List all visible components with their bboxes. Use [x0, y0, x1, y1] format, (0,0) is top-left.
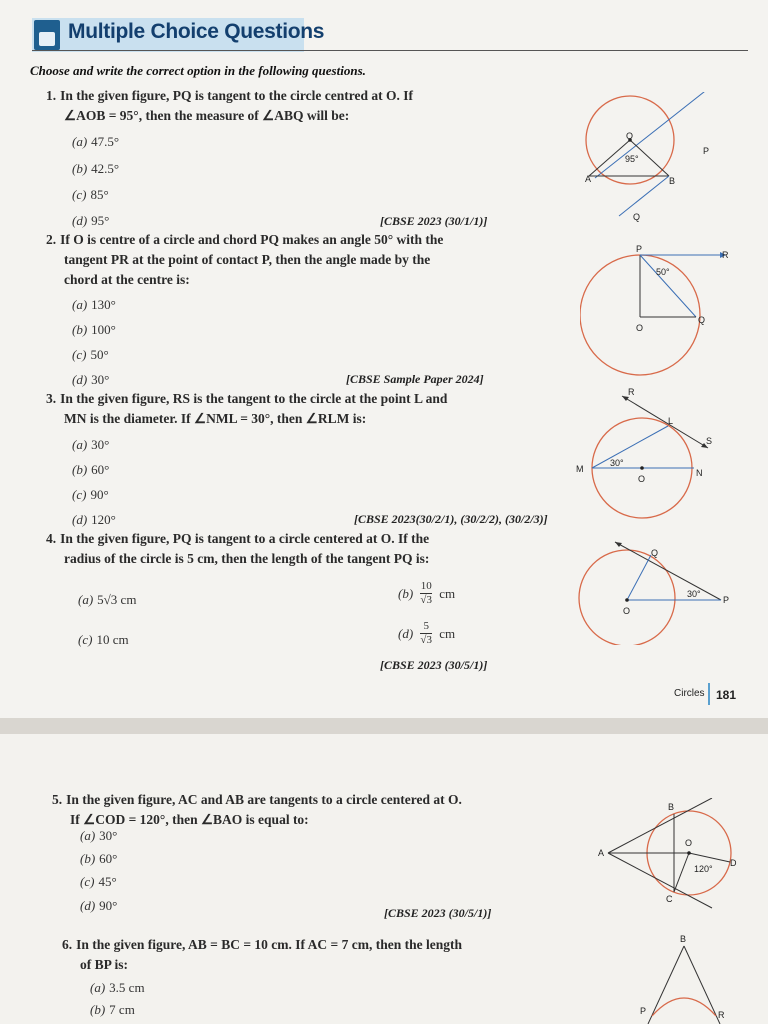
- q1-option-d: (d) 95°: [72, 213, 110, 228]
- q2-option-c: (c) 50°: [72, 347, 109, 362]
- svg-text:B: B: [669, 176, 676, 186]
- page-gap: [0, 718, 768, 734]
- svg-text:P: P: [640, 1006, 647, 1016]
- svg-text:A: A: [585, 174, 592, 184]
- q3-option-b: (b) 60°: [72, 462, 110, 477]
- svg-text:N: N: [696, 468, 703, 478]
- svg-text:Q: Q: [651, 548, 659, 558]
- svg-text:P: P: [703, 146, 710, 156]
- q3-figure: [572, 388, 722, 523]
- svg-text:P: P: [636, 245, 643, 254]
- svg-text:O: O: [626, 131, 634, 141]
- q2-option-d: (d) 30°: [72, 372, 110, 387]
- q2-option-a: (a) 130°: [72, 297, 116, 312]
- q5-option-c: (c) 45°: [80, 874, 117, 889]
- svg-text:O: O: [685, 838, 693, 848]
- q6-option-b: (b) 7 cm: [90, 1002, 135, 1017]
- svg-text:30°: 30°: [610, 458, 624, 468]
- page-number: 181: [716, 688, 737, 702]
- q2-source: [CBSE Sample Paper 2024]: [346, 372, 484, 386]
- q6-figure: [634, 930, 734, 1024]
- footer-divider: [708, 683, 710, 705]
- svg-text:R: R: [722, 250, 729, 260]
- svg-text:B: B: [668, 802, 675, 812]
- svg-text:30°: 30°: [687, 589, 701, 599]
- q6-option-a: (a) 3.5 cm: [90, 980, 145, 995]
- q2-option-b: (b) 100°: [72, 322, 116, 337]
- q4-figure: [575, 540, 735, 645]
- q4-option-a: (a) 5√3 cm: [78, 592, 137, 607]
- svg-text:C: C: [666, 894, 673, 904]
- question-5: 5. In the given figure, AC and AB are tangents to a circle centered at O. If ∠COD = 120°, then ∠BAO is equal to:: [52, 792, 462, 827]
- question-1: 1. In the given figure, PQ is tangent to the circle centred at O. If ∠AOB = 95°, then the measure of ∠ABQ will be:: [46, 88, 413, 123]
- q3-option-a: (a) 30°: [72, 437, 110, 452]
- svg-text:D: D: [730, 858, 737, 868]
- svg-text:Q: Q: [633, 212, 641, 222]
- q1-option-b: (b) 42.5°: [72, 161, 120, 176]
- q5-figure: [594, 798, 744, 918]
- q3-source: [CBSE 2023(30/2/1), (30/2/2), (30/2/3)]: [354, 512, 548, 526]
- q1-figure: [585, 92, 725, 227]
- q1-option-c: (c) 85°: [72, 187, 109, 202]
- svg-text:R: R: [628, 388, 635, 397]
- q1-option-a: (a) 47.5°: [72, 134, 120, 149]
- q3-option-d: (d) 120°: [72, 512, 116, 527]
- svg-text:95°: 95°: [625, 154, 639, 164]
- svg-text:O: O: [638, 474, 646, 484]
- question-6: 6. In the given figure, AB = BC = 10 cm. If AC = 7 cm, then the length of BP is:: [62, 937, 462, 972]
- svg-text:R: R: [718, 1010, 725, 1020]
- svg-text:S: S: [706, 436, 713, 446]
- instruction: Choose and write the correct option in the following questions.: [30, 63, 366, 78]
- svg-text:O: O: [636, 323, 644, 333]
- q5-option-b: (b) 60°: [80, 851, 118, 866]
- svg-text:O: O: [623, 606, 631, 616]
- chapter-footer: Circles: [674, 688, 705, 699]
- q5-option-a: (a) 30°: [80, 828, 118, 843]
- book-icon: [34, 20, 60, 50]
- question-3: 3. In the given figure, RS is the tangent to the circle at the point L and MN is the diameter. If ∠NML = 30°, then ∠RLM is:: [46, 391, 448, 426]
- q4-option-c: (c) 10 cm: [78, 632, 129, 647]
- svg-text:A: A: [598, 848, 605, 858]
- svg-text:L: L: [668, 416, 674, 426]
- q4-option-d: (d) $\frac{5}{√3}$ cm: [398, 620, 456, 646]
- q1-source: [CBSE 2023 (30/1/1)]: [380, 214, 488, 228]
- q5-source: [CBSE 2023 (30/5/1)]: [384, 906, 492, 920]
- svg-text:Q: Q: [698, 315, 706, 325]
- svg-text:P: P: [723, 595, 730, 605]
- q4-option-b: (b) $\frac{10}{√3}$ cm: [398, 580, 456, 606]
- question-4: 4. In the given figure, PQ is tangent to a circle centered at O. If the radius of the circle is 5 cm, then the length of the tangent PQ is:: [46, 531, 430, 566]
- question-2: 2. If O is centre of a circle and chord PQ makes an angle 50° with the tangent PR at the point of contact P, then the angle made by the chord at the centre is:: [46, 232, 444, 287]
- svg-text:B: B: [680, 934, 687, 944]
- q2-figure: [580, 245, 730, 380]
- q5-option-d: (d) 90°: [80, 898, 118, 913]
- svg-text:50°: 50°: [656, 267, 670, 277]
- svg-text:M: M: [576, 464, 584, 474]
- q4-source: [CBSE 2023 (30/5/1)]: [380, 658, 488, 672]
- section-title: Multiple Choice Questions: [68, 20, 325, 43]
- header-divider: [32, 50, 748, 51]
- svg-text:120°: 120°: [694, 864, 713, 874]
- q3-option-c: (c) 90°: [72, 487, 109, 502]
